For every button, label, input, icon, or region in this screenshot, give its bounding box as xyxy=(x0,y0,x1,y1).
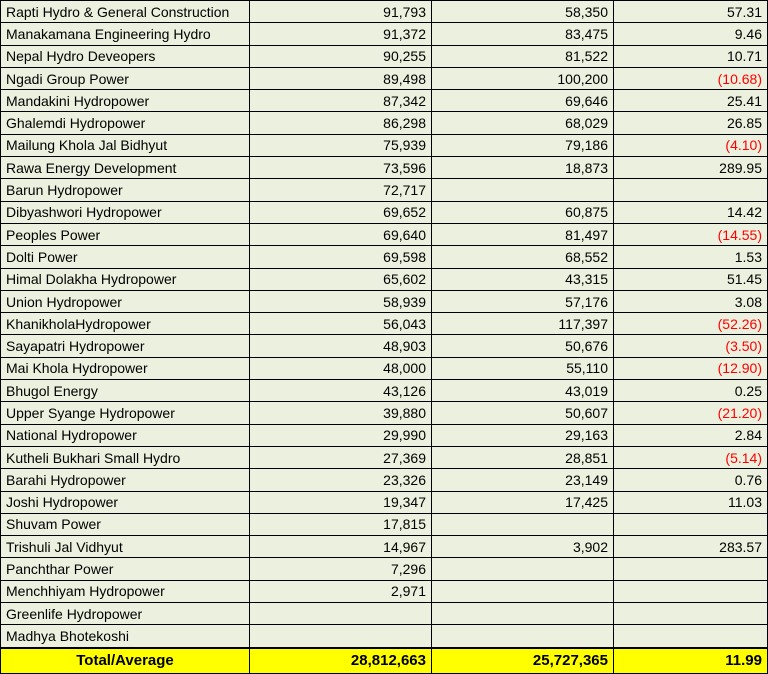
table-row xyxy=(1,536,768,558)
table-row xyxy=(1,90,768,112)
company-name-cell: Menchhiyam Hydropower xyxy=(1,580,250,602)
table-row xyxy=(1,223,768,245)
company-name-cell: Barahi Hydropower xyxy=(1,469,250,491)
value-col1-cell: 23,326 xyxy=(250,469,432,491)
table-row xyxy=(1,603,768,625)
value-col2-cell: 83,475 xyxy=(432,23,614,45)
value-col1-cell: 43,126 xyxy=(250,380,432,402)
value-col2-cell: 50,676 xyxy=(432,335,614,357)
total-col1-cell: 28,812,663 xyxy=(250,648,432,674)
table-row xyxy=(1,335,768,357)
value-col1-cell: 14,967 xyxy=(250,536,432,558)
value-col2-cell xyxy=(432,179,614,201)
change-percent-cell: 25.41 xyxy=(614,90,768,112)
table-row xyxy=(1,424,768,446)
value-col2-cell: 23,149 xyxy=(432,469,614,491)
value-col1-cell: 87,342 xyxy=(250,90,432,112)
value-col2-cell: 81,497 xyxy=(432,223,614,245)
value-col2-cell: 100,200 xyxy=(432,67,614,89)
change-percent-cell xyxy=(614,179,768,201)
value-col2-cell xyxy=(432,580,614,602)
change-percent-cell xyxy=(614,558,768,580)
table-row xyxy=(1,179,768,201)
company-name-cell: Union Hydropower xyxy=(1,290,250,312)
value-col1-cell: 86,298 xyxy=(250,112,432,134)
change-percent-cell: 289.95 xyxy=(614,157,768,179)
company-name-cell: National Hydropower xyxy=(1,424,250,446)
table-row xyxy=(1,1,768,23)
change-percent-cell: 9.46 xyxy=(614,23,768,45)
value-col1-cell: 48,000 xyxy=(250,357,432,379)
value-col2-cell: 3,902 xyxy=(432,536,614,558)
value-col1-cell: 91,793 xyxy=(250,1,432,23)
change-percent-cell: (21.20) xyxy=(614,402,768,424)
value-col2-cell xyxy=(432,603,614,625)
table-row xyxy=(1,558,768,580)
table-row xyxy=(1,380,768,402)
table-row xyxy=(1,469,768,491)
value-col2-cell: 57,176 xyxy=(432,290,614,312)
value-col1-cell: 58,939 xyxy=(250,290,432,312)
table-body xyxy=(1,1,768,674)
company-name-cell: Kutheli Bukhari Small Hydro xyxy=(1,446,250,468)
table-row xyxy=(1,580,768,602)
value-col2-cell: 68,029 xyxy=(432,112,614,134)
change-percent-cell: (3.50) xyxy=(614,335,768,357)
company-name-cell: Greenlife Hydropower xyxy=(1,603,250,625)
table-row xyxy=(1,491,768,513)
company-name-cell: Peoples Power xyxy=(1,223,250,245)
company-name-cell: Shuvam Power xyxy=(1,513,250,535)
company-name-cell: Mandakini Hydropower xyxy=(1,90,250,112)
value-col2-cell: 28,851 xyxy=(432,446,614,468)
company-name-cell: Dibyashwori Hydropower xyxy=(1,201,250,223)
value-col1-cell: 69,652 xyxy=(250,201,432,223)
value-col1-cell: 75,939 xyxy=(250,134,432,156)
value-col2-cell: 18,873 xyxy=(432,157,614,179)
value-col1-cell: 73,596 xyxy=(250,157,432,179)
change-percent-cell: 11.03 xyxy=(614,491,768,513)
table-row xyxy=(1,201,768,223)
company-name-cell: Joshi Hydropower xyxy=(1,491,250,513)
value-col2-cell: 81,522 xyxy=(432,45,614,67)
company-name-cell: Rawa Energy Development xyxy=(1,157,250,179)
value-col1-cell: 56,043 xyxy=(250,313,432,335)
value-col2-cell: 68,552 xyxy=(432,246,614,268)
value-col1-cell: 19,347 xyxy=(250,491,432,513)
company-name-cell: Upper Syange Hydropower xyxy=(1,402,250,424)
table-row xyxy=(1,513,768,535)
change-percent-cell: 3.08 xyxy=(614,290,768,312)
change-percent-cell: (52.26) xyxy=(614,313,768,335)
table-row xyxy=(1,268,768,290)
company-name-cell: Nepal Hydro Deveopers xyxy=(1,45,250,67)
company-name-cell: KhanikholaHydropower xyxy=(1,313,250,335)
table-row xyxy=(1,112,768,134)
value-col1-cell: 2,971 xyxy=(250,580,432,602)
value-col2-cell xyxy=(432,558,614,580)
total-col3-cell: 11.99 xyxy=(614,648,768,674)
total-row xyxy=(1,648,768,674)
company-name-cell: Panchthar Power xyxy=(1,558,250,580)
change-percent-cell: (10.68) xyxy=(614,67,768,89)
value-col1-cell: 29,990 xyxy=(250,424,432,446)
company-name-cell: Manakamana Engineering Hydro xyxy=(1,23,250,45)
company-name-cell: Ngadi Group Power xyxy=(1,67,250,89)
table-row xyxy=(1,23,768,45)
change-percent-cell: (14.55) xyxy=(614,223,768,245)
company-name-cell: Madhya Bhotekoshi xyxy=(1,625,250,648)
table-row xyxy=(1,446,768,468)
change-percent-cell: 10.71 xyxy=(614,45,768,67)
company-name-cell: Rapti Hydro & General Construction xyxy=(1,1,250,23)
value-col2-cell: 43,019 xyxy=(432,380,614,402)
change-percent-cell xyxy=(614,625,768,648)
value-col1-cell: 90,255 xyxy=(250,45,432,67)
change-percent-cell: 26.85 xyxy=(614,112,768,134)
company-name-cell: Trishuli Jal Vidhyut xyxy=(1,536,250,558)
value-col1-cell: 27,369 xyxy=(250,446,432,468)
change-percent-cell xyxy=(614,580,768,602)
value-col1-cell: 69,598 xyxy=(250,246,432,268)
table-row xyxy=(1,67,768,89)
company-name-cell: Himal Dolakha Hydropower xyxy=(1,268,250,290)
company-name-cell: Barun Hydropower xyxy=(1,179,250,201)
total-label-cell: Total/Average xyxy=(1,648,250,674)
value-col2-cell: 69,646 xyxy=(432,90,614,112)
value-col1-cell: 17,815 xyxy=(250,513,432,535)
change-percent-cell: (4.10) xyxy=(614,134,768,156)
change-percent-cell: 1.53 xyxy=(614,246,768,268)
value-col1-cell xyxy=(250,625,432,648)
table-row xyxy=(1,246,768,268)
value-col1-cell xyxy=(250,603,432,625)
value-col1-cell: 69,640 xyxy=(250,223,432,245)
value-col2-cell xyxy=(432,625,614,648)
table-row xyxy=(1,357,768,379)
table-row xyxy=(1,45,768,67)
value-col2-cell: 60,875 xyxy=(432,201,614,223)
value-col2-cell: 79,186 xyxy=(432,134,614,156)
table-row xyxy=(1,402,768,424)
company-name-cell: Mailung Khola Jal Bidhyut xyxy=(1,134,250,156)
value-col2-cell: 43,315 xyxy=(432,268,614,290)
company-name-cell: Dolti Power xyxy=(1,246,250,268)
company-name-cell: Bhugol Energy xyxy=(1,380,250,402)
value-col1-cell: 39,880 xyxy=(250,402,432,424)
value-col1-cell: 89,498 xyxy=(250,67,432,89)
table-row xyxy=(1,157,768,179)
value-col2-cell: 58,350 xyxy=(432,1,614,23)
table-row xyxy=(1,313,768,335)
change-percent-cell: (12.90) xyxy=(614,357,768,379)
value-col1-cell: 7,296 xyxy=(250,558,432,580)
value-col2-cell: 117,397 xyxy=(432,313,614,335)
value-col2-cell xyxy=(432,513,614,535)
value-col1-cell: 48,903 xyxy=(250,335,432,357)
change-percent-cell: 51.45 xyxy=(614,268,768,290)
company-name-cell: Mai Khola Hydropower xyxy=(1,357,250,379)
change-percent-cell: 2.84 xyxy=(614,424,768,446)
company-name-cell: Ghalemdi Hydropower xyxy=(1,112,250,134)
change-percent-cell: 283.57 xyxy=(614,536,768,558)
table-row xyxy=(1,290,768,312)
company-name-cell: Sayapatri Hydropower xyxy=(1,335,250,357)
change-percent-cell xyxy=(614,603,768,625)
value-col2-cell: 17,425 xyxy=(432,491,614,513)
change-percent-cell: 57.31 xyxy=(614,1,768,23)
change-percent-cell: (5.14) xyxy=(614,446,768,468)
table-row xyxy=(1,134,768,156)
change-percent-cell: 14.42 xyxy=(614,201,768,223)
table-row xyxy=(1,625,768,648)
value-col2-cell: 50,607 xyxy=(432,402,614,424)
value-col2-cell: 55,110 xyxy=(432,357,614,379)
value-col1-cell: 91,372 xyxy=(250,23,432,45)
change-percent-cell: 0.25 xyxy=(614,380,768,402)
value-col1-cell: 65,602 xyxy=(250,268,432,290)
value-col1-cell: 72,717 xyxy=(250,179,432,201)
change-percent-cell: 0.76 xyxy=(614,469,768,491)
change-percent-cell xyxy=(614,513,768,535)
value-col2-cell: 29,163 xyxy=(432,424,614,446)
total-col2-cell: 25,727,365 xyxy=(432,648,614,674)
